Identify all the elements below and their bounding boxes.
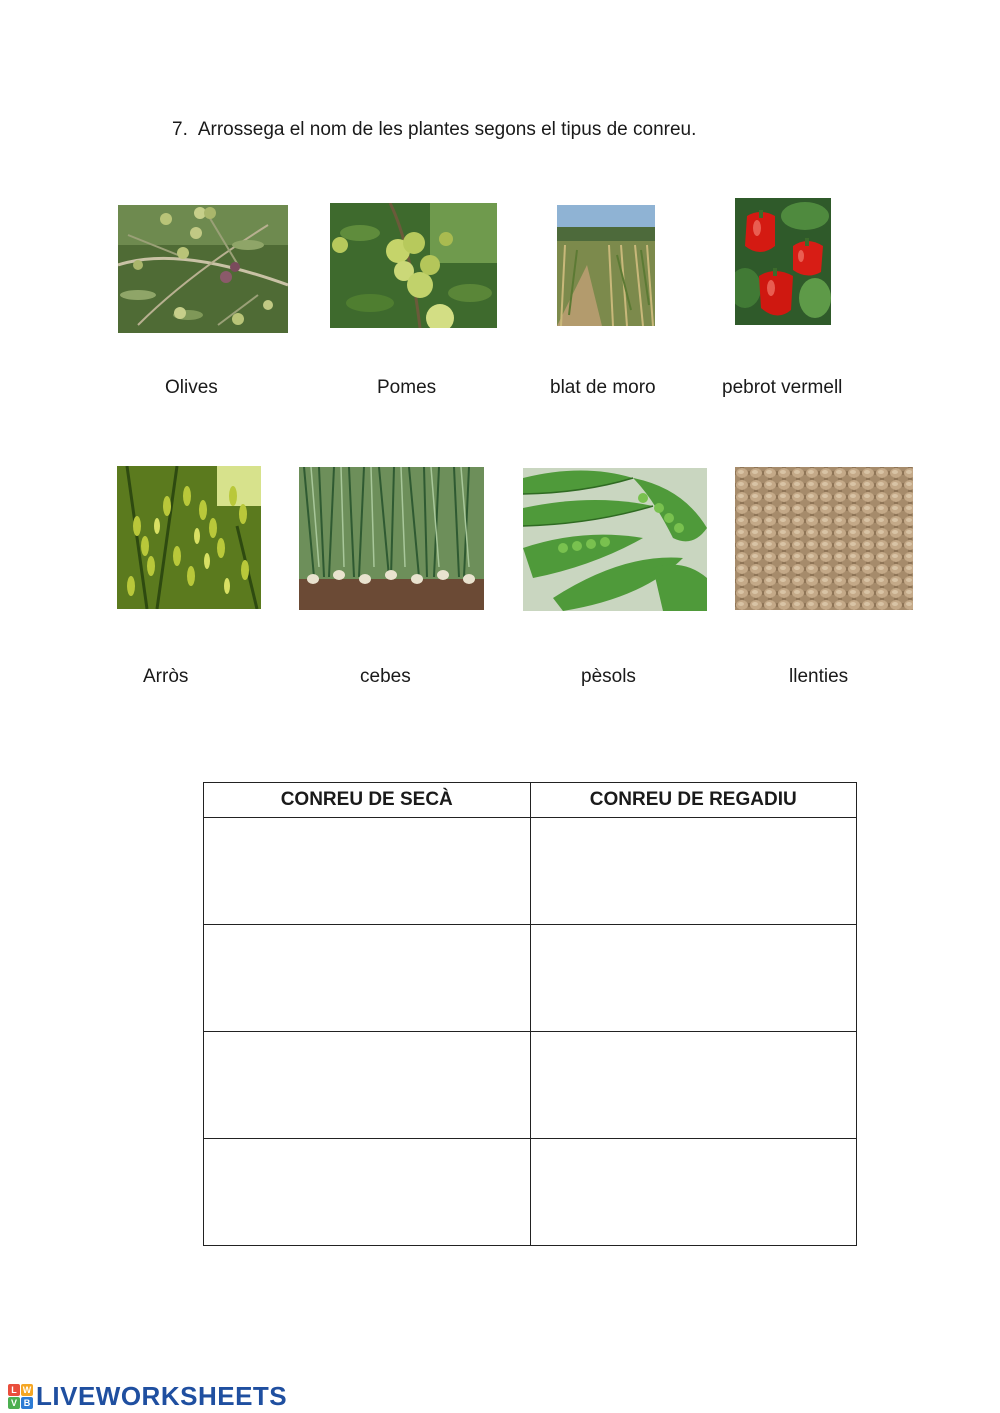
header-seca: CONREU DE SECÀ <box>204 783 531 818</box>
pepper-image <box>735 198 831 325</box>
label-pomes[interactable]: Pomes <box>377 377 437 398</box>
table-row <box>204 925 857 1032</box>
table-row <box>204 1032 857 1139</box>
header-regadiu: CONREU DE REGADIU <box>530 783 857 818</box>
corn-image <box>557 205 655 326</box>
drop-cell-seca[interactable] <box>204 925 531 1032</box>
olives-image <box>118 205 288 333</box>
drop-cell-seca[interactable] <box>204 1032 531 1139</box>
liveworksheets-logo[interactable] <box>8 1381 287 1412</box>
table-row <box>204 1139 857 1246</box>
lentils-image <box>735 467 913 610</box>
drop-cell-regadiu[interactable] <box>530 818 857 925</box>
label-pebrot-vermell[interactable]: pebrot vermell <box>722 377 843 398</box>
apples-image <box>330 203 497 328</box>
logo-tile: B <box>21 1397 33 1409</box>
logo-text: LIVEWORKSHEETS <box>36 1381 288 1411</box>
drop-cell-seca[interactable] <box>204 818 531 925</box>
logo-tile: L <box>8 1384 20 1396</box>
label-pesols[interactable]: pèsols <box>581 666 636 687</box>
drop-cell-seca[interactable] <box>204 1139 531 1246</box>
rice-image <box>117 466 261 609</box>
logo-tile: V <box>8 1397 20 1409</box>
onions-image <box>299 467 484 610</box>
label-olives[interactable]: Olives <box>165 377 218 398</box>
table-row <box>204 818 857 925</box>
table-header-row <box>204 783 857 818</box>
label-llenties[interactable]: llenties <box>789 666 849 687</box>
logo-tile: W <box>22 1385 32 1395</box>
label-cebes[interactable]: cebes <box>360 666 411 687</box>
drop-cell-regadiu[interactable] <box>530 1139 857 1246</box>
label-arros[interactable]: Arròs <box>143 666 189 687</box>
label-blat-de-moro[interactable]: blat de moro <box>550 377 656 398</box>
instruction-text: Arrossega el nom de les plantes segons el tipus de conreu. <box>197 119 697 140</box>
instruction <box>172 119 696 141</box>
logo-icon <box>8 1384 33 1409</box>
peas-image <box>523 468 707 611</box>
sorting-table <box>203 782 857 1246</box>
instruction-number: 7. <box>172 119 188 140</box>
drop-cell-regadiu[interactable] <box>530 1032 857 1139</box>
drop-cell-regadiu[interactable] <box>530 925 857 1032</box>
